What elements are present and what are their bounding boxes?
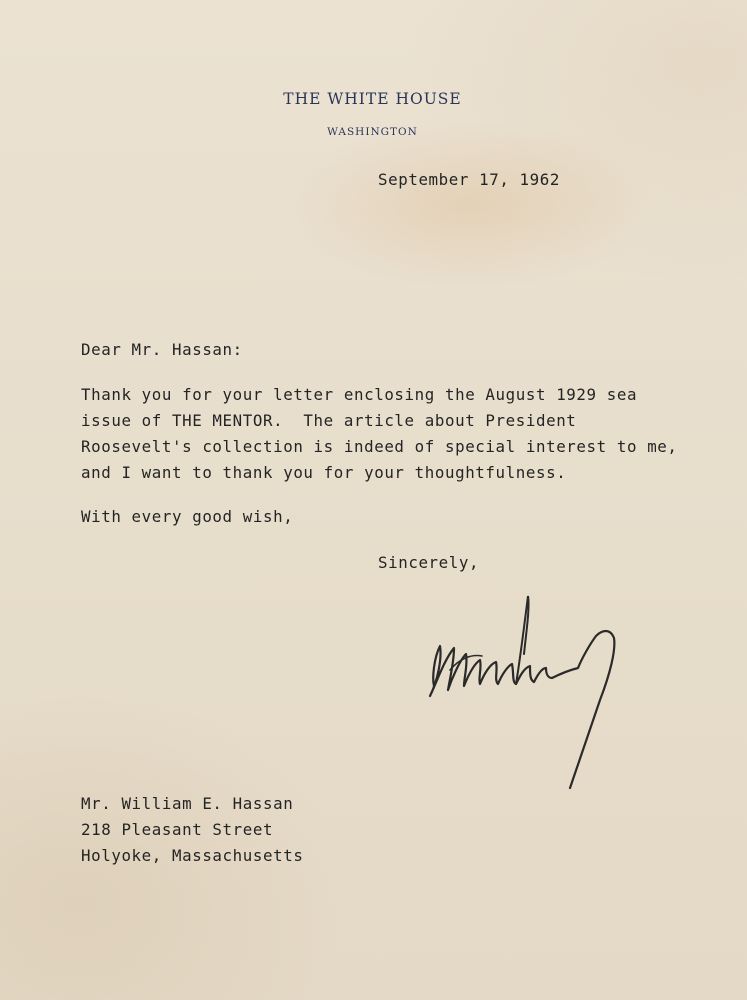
recipient-city: Holyoke, Massachusetts (81, 846, 304, 865)
closing-wish: With every good wish, (81, 507, 294, 526)
letterhead-location: WASHINGTON (327, 126, 418, 138)
recipient-street: 218 Pleasant Street (81, 820, 274, 839)
body-line: Thank you for your letter enclosing the August 1929 sea (81, 385, 638, 404)
body-line: Roosevelt's collection is indeed of special interest to me, (81, 437, 678, 456)
recipient-name: Mr. William E. Hassan (81, 794, 294, 813)
complimentary-close: Sincerely, (378, 553, 480, 572)
salutation: Dear Mr. Hassan: (81, 340, 243, 359)
signature (420, 588, 635, 798)
body-line: and I want to thank you for your thoughtfulness. (81, 463, 567, 482)
letter-date: September 17, 1962 (378, 170, 560, 189)
letterhead-title: THE WHITE HOUSE (283, 90, 462, 108)
body-line: issue of THE MENTOR. The article about President (81, 411, 577, 430)
